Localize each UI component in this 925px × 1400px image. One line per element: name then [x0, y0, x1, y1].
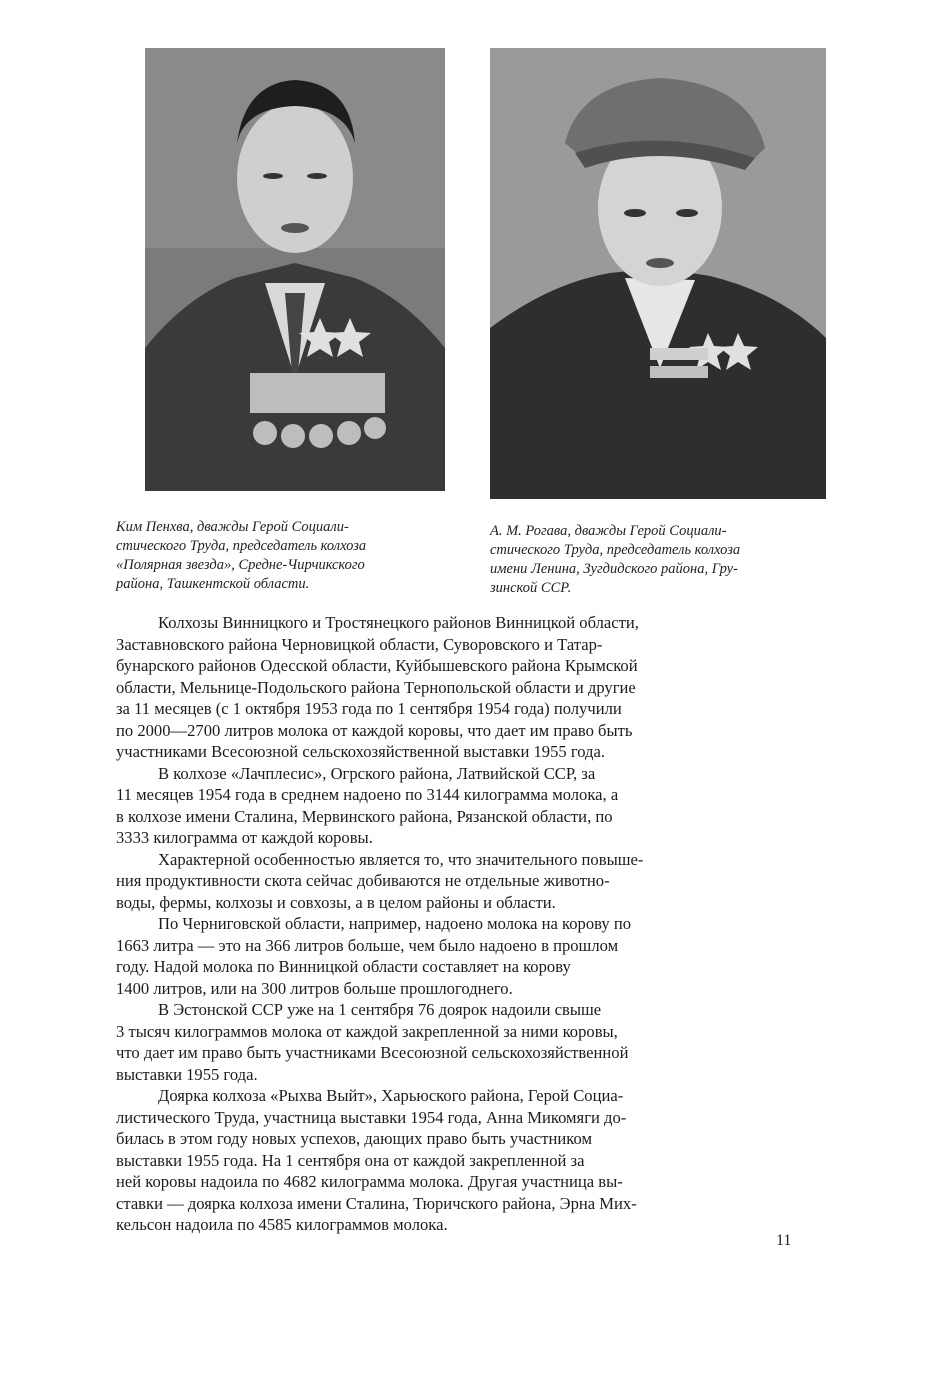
page-number: 11 [776, 1232, 792, 1249]
portrait-photo-right [490, 48, 826, 499]
body-line: за 11 месяцев (с 1 октября 1953 года по 1 сентября 1954 года) получили [116, 699, 622, 718]
caption-right-line: А. М. Рогава, дважды Герой Социали- [490, 523, 727, 539]
caption-left [116, 518, 446, 594]
body-line: что дает им право быть участниками Всесоюзной сельскохозяйственной [116, 1043, 629, 1062]
body-line: 11 месяцев 1954 года в среднем надоено по 3144 килограмма молока, а [116, 785, 619, 804]
body-line: выставки 1955 года. На 1 сентября она от каждой закрепленной за [116, 1150, 585, 1170]
body-line: ставки — доярка колхоза имени Сталина, Тюричского района, Эрна Мих- [116, 1193, 637, 1213]
body-line: 3 тысяч килограммов молока от каждой закрепленной за ними коровы, [116, 1021, 618, 1041]
portrait-photo-left [145, 48, 445, 491]
body-line: кельсон надоила по 4585 килограммов молока. [116, 1215, 448, 1234]
body-text [116, 612, 816, 1236]
body-line: листического Труда, участница выставки 1954 года, Анна Микомяги до- [116, 1107, 627, 1127]
body-line: области, Мельнице-Подольского района Тернопольской области и другие [116, 677, 636, 697]
body-line: бунарского районов Одесской области, Куйбышевского района Крымской [116, 656, 638, 675]
portrait-image-rogava [490, 48, 826, 499]
body-line: В колхозе «Лачплесис», Огрского района, Латвийской ССР, за [158, 763, 596, 783]
body-line: выставки 1955 года. [116, 1064, 258, 1084]
body-line: воды, фермы, колхозы и совхозы, а в целом районы и области. [116, 892, 556, 912]
body-line: году. Надой молока по Винницкой области составляет на корову [116, 957, 571, 976]
caption-left-line: «Полярная звезда», Средне-Чирчикского [116, 557, 365, 573]
caption-left-line: района, Ташкентской области. [116, 576, 310, 592]
body-line: участниками Всесоюзной сельскохозяйственной выставки 1955 года. [116, 742, 606, 761]
caption-right-line: зинской ССР. [490, 580, 572, 596]
body-line: 1400 литров, или на 300 литров больше прошлогоднего. [116, 978, 513, 998]
caption-right [490, 522, 820, 598]
body-line: 3333 килограмма от каждой коровы. [116, 828, 373, 847]
body-line: ния продуктивности скота сейчас добиваются не отдельные животно- [116, 871, 610, 890]
caption-left-line: стического Труда, председатель колхоза [116, 538, 367, 554]
body-line: Колхозы Винницкого и Тростянецкого районов Винницкой области, [158, 613, 639, 632]
body-line: По Черниговской области, например, надоено молока на корову по [158, 914, 632, 933]
caption-right-line: стического Труда, председатель колхоза [490, 542, 741, 558]
body-line: 1663 литра — это на 366 литров больше, чем было надоено в прошлом [116, 935, 619, 955]
body-line: Заставновского района Черновицкой области, Суворовского и Татар- [116, 634, 603, 654]
body-line: Доярка колхоза «Рыхва Выйт», Харьюского района, Герой Социа- [158, 1086, 624, 1105]
body-line: Характерной особенностью является то, что значительного повыше- [158, 849, 644, 869]
body-line: В Эстонской ССР уже на 1 сентября 76 доярок надоили свыше [158, 1000, 602, 1019]
body-line: ней коровы надоила по 4682 килограмма молока. Другая участница вы- [116, 1172, 623, 1191]
body-line: по 2000—2700 литров молока от каждой коровы, что дает им право быть [116, 720, 633, 740]
caption-right-line: имени Ленина, Зугдидского района, Гру- [490, 561, 738, 577]
body-line: билась в этом году новых успехов, дающих право быть участником [116, 1129, 592, 1148]
caption-left-line: Ким Пенхва, дважды Герой Социали- [116, 519, 349, 535]
body-line: в колхозе имени Сталина, Мервинского района, Рязанской области, по [116, 806, 613, 826]
portrait-image-kim-penkhva [145, 48, 445, 491]
